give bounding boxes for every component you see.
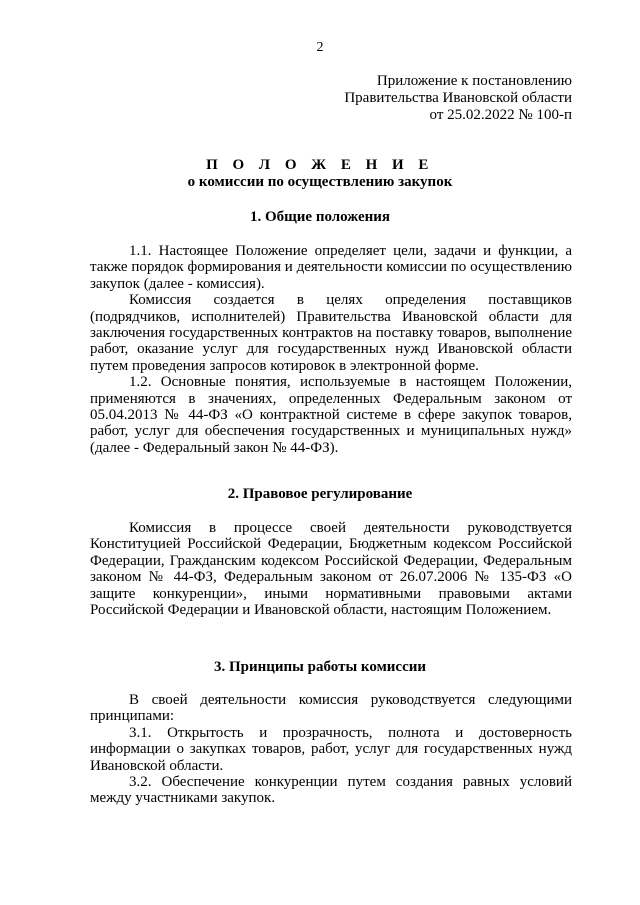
section-2-body (90, 520, 572, 618)
paragraph: В своей деятельности комиссия руководствуется следующими принципами: (90, 692, 572, 725)
paragraph: Комиссия в процессе своей деятельности руководствуется Конституцией Российской Федерации, Бюджетным кодексом Российской Федерации, Гражданским кодексом Российской Федерации, Федеральным законом № 44-ФЗ, Федеральным законом от 26.07.2006 № 135-ФЗ «О защите конкуренции», иными нормативными правовыми актами Российской Федерации и Ивановской области, настоящим Положением. (90, 520, 572, 619)
document-subtitle: о комиссии по осуществлению закупок (187, 174, 453, 190)
document-title: П О Л О Ж Е Н И Е (206, 157, 434, 173)
section-2-heading: 2. Правовое регулирование (227, 486, 413, 502)
section-3-body (90, 692, 572, 807)
appendix-note (344, 73, 572, 124)
section-3-heading: 3. Принципы работы комиссии (213, 659, 427, 675)
paragraph: 1.1. Настоящее Положение определяет цели, задачи и функции, а также порядок формирования и деятельности комиссии по осуществлению закупок (далее - комиссия). (90, 243, 572, 292)
appendix-line-1: Приложение к постановлению (376, 73, 572, 89)
paragraph: 3.2. Обеспечение конкуренции путем создания равных условий между участниками закупок. (90, 774, 572, 807)
document-title-block (0, 157, 640, 191)
appendix-line-3: от 25.02.2022 № 100-п (429, 107, 572, 123)
paragraph: Комиссия создается в целях определения поставщиков (подрядчиков, исполнителей) Правительства Ивановской области для заключения государственных контрактов на поставку товаров, выполнение работ, оказание услуг для государственных нужд Ивановской области путем проведения запросов котировок в электронной форме. (90, 292, 572, 374)
section-1-heading: 1. Общие положения (249, 209, 391, 225)
appendix-line-2: Правительства Ивановской области (344, 90, 572, 106)
section-1-body (90, 243, 572, 456)
paragraph: 3.1. Открытость и прозрачность, полнота и достоверность информации о закупках товаров, работ, услуг для государственных нужд Ивановской области. (90, 724, 572, 774)
page-number: 2 (316, 40, 324, 55)
paragraph: 1.2. Основные понятия, используемые в настоящем Положении, применяются в значениях, определенных Федеральным законом от 05.04.2013 № 44-ФЗ «О контрактной системе в сфере закупок товаров, работ, услуг для обеспечения государственных и муниципальных нужд» (далее - Федеральный закон № 44-ФЗ). (90, 374, 572, 456)
